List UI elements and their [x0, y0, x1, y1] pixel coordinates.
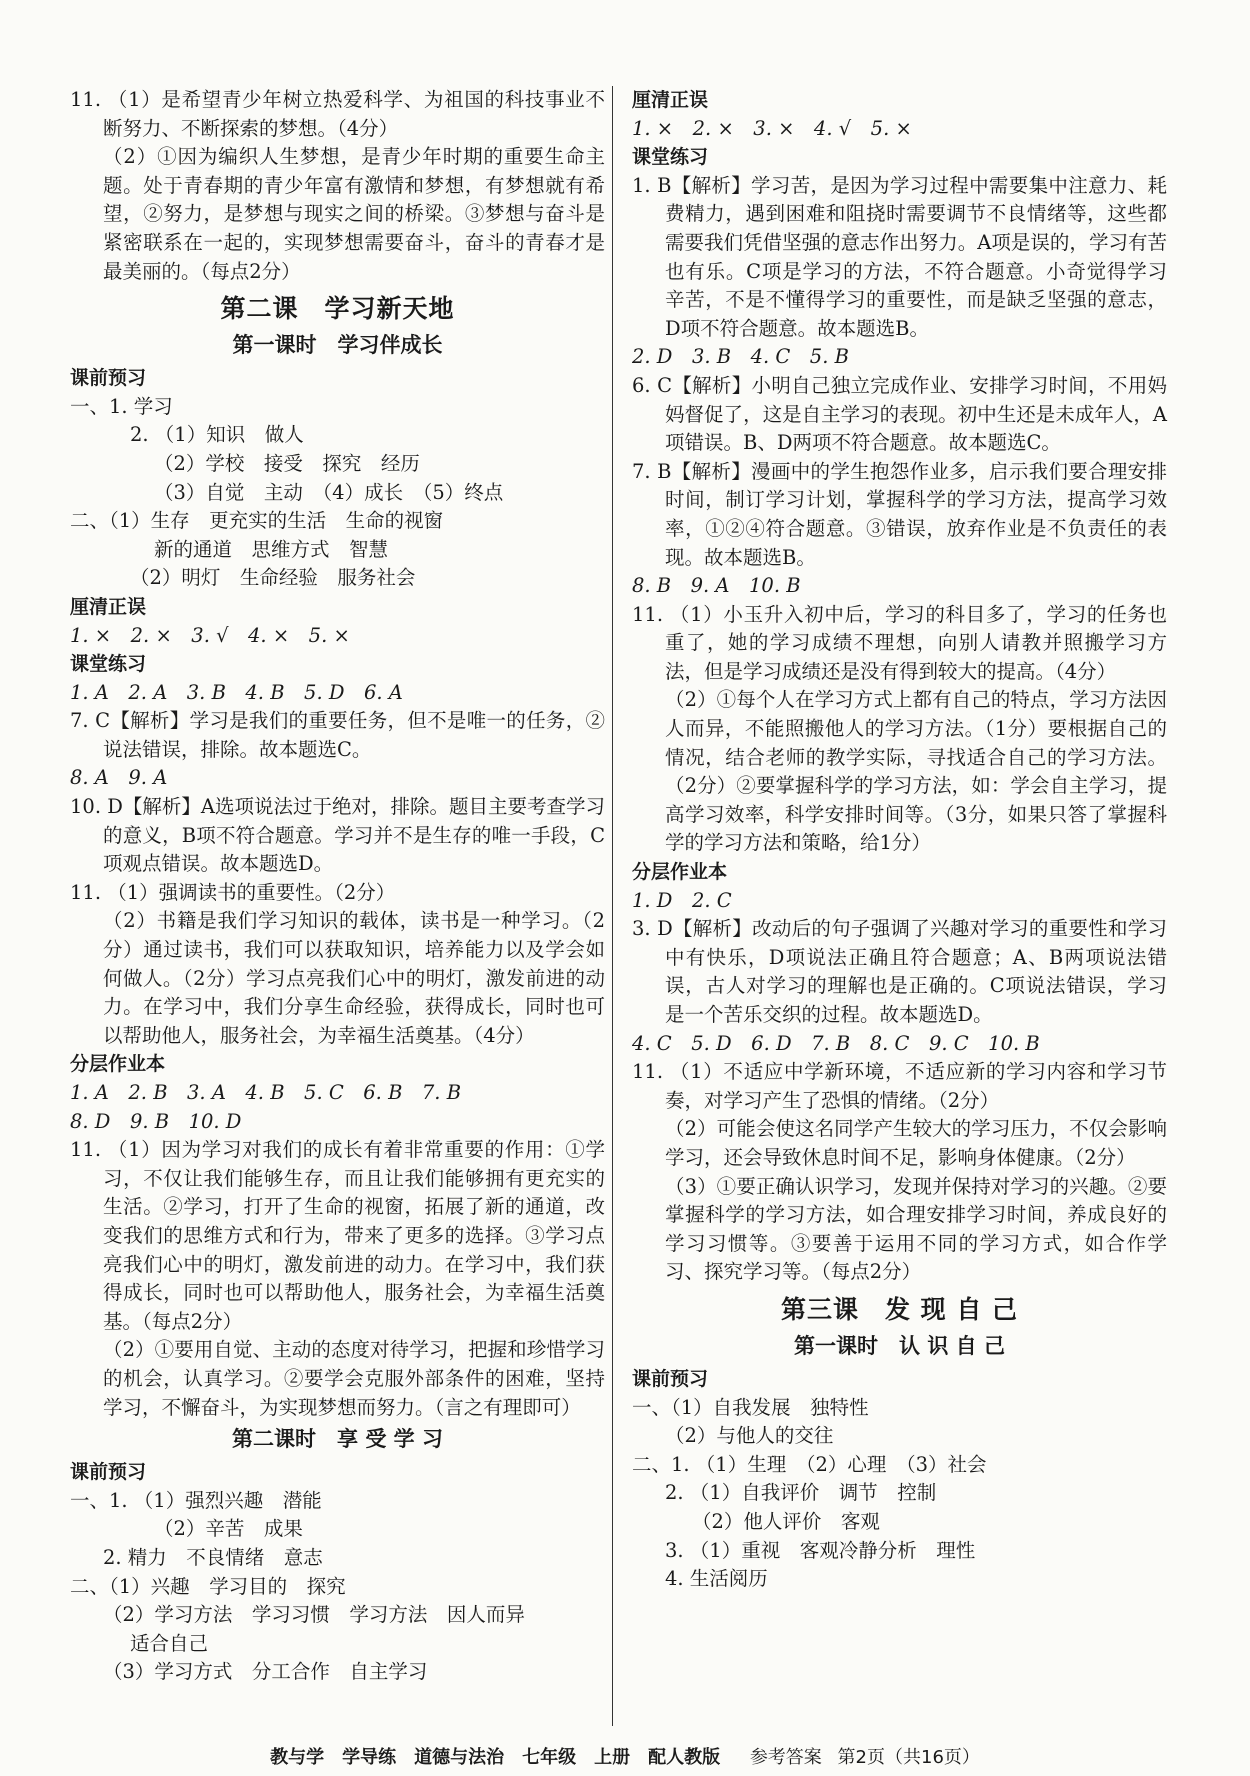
answer-line: 1. A 2. B 3. A 4. B 5. C 6. B 7. B	[70, 1081, 462, 1104]
answer-line: （2）①因为编织人生梦想，是青少年时期的重要生命主题。处于青春期的青少年富有激情和梦想，有梦想就有希望，②努力，是梦想与现实之间的桥梁。③梦想与奋斗是紧密联系在一起的，实现梦想需要奋斗，奋斗的青春才是最美丽的。（每点2分）	[103, 145, 605, 283]
left-column	[70, 86, 605, 1687]
answer-line: 10. D【解析】A选项说法过于绝对，排除。题目主要考查学习的意义，B项不符合题意。学习并不是生存的唯一手段，C项观点错误。故本题选D。	[70, 795, 605, 876]
answer-line: 3. D【解析】改动后的句子强调了兴趣对学习的重要性和学习中有快乐，D项说法正确且符合题意；A、B两项说法错误，古人对学习的理解也是正确的。C项说法错误，学习是一个苦乐交织的过程。故本题选D。	[632, 917, 1167, 1026]
answer-line: （3）①要正确认识学习，发现并保持对学习的兴趣。②要掌握科学的学习方法，如合理安排学习时间，养成良好的学习习惯等。③要善于运用不同的学习方式，如合作学习、探究学习等。（每点2分）	[665, 1174, 1167, 1284]
lesson-subtitle: 第一课时 学习伴成长	[232, 333, 443, 358]
answer-line: 11. （1）因为学习对我们的成长有着非常重要的作用：①学习，不仅让我们能够生存，而且让我们能够拥有更充实的生活。②学习，打开了生命的视窗，拓展了新的通道，改变我们的思维方式和行为，带来了更多的选择。③学习点亮我们心中的明灯，激发前进的动力。在学习中，我们获得成长，同时也可以帮助他人，服务社会，为幸福生活奠基。（每点2分）	[70, 1138, 605, 1333]
answer-line: （3）自觉 主动 （4）成长 （5）终点	[154, 480, 504, 504]
section-label: 课前预习	[632, 1367, 709, 1390]
lesson-subtitle: 第二课时 享 受 学 习	[232, 1427, 443, 1452]
answer-line: （2）他人评价 客观	[692, 1509, 880, 1533]
footer-page-number: 第2页（共16页）	[837, 1747, 980, 1768]
answer-line: 1. × 2. × 3. × 4. √ 5. ×	[632, 116, 912, 140]
answer-line: 11. （1）是希望青少年树立热爱科学、为祖国的科技事业不断努力、不断探索的梦想。（4分）	[70, 88, 605, 140]
answer-line: （2）可能会使这名同学产生较大的学习压力，不仅会影响学习，还会导致休息时间不足，影响身体健康。（2分）	[665, 1117, 1167, 1169]
answer-line: 3. （1）重视 客观冷静分析 理性	[665, 1538, 976, 1562]
answer-line: 4. 生活阅历	[665, 1567, 768, 1591]
lesson-title: 第二课 学习新天地	[220, 294, 455, 324]
answer-line: 7. C【解析】学习是我们的重要任务，但不是唯一的任务，②说法错误，排除。故本题选C。	[70, 709, 605, 761]
answer-line: （2）明灯 生命经验 服务社会	[130, 566, 416, 590]
section-label: 课堂练习	[70, 653, 147, 676]
section-label: 分层作业本	[70, 1053, 166, 1076]
answer-line: （2）①每个人在学习方式上都有自己的特点，学习方法因人而异，不能照搬他人的学习方法。（1分）要根据自己的情况，结合老师的教学实际，寻找适合自己的学习方法。（2分）②要掌握科学的学习方法，如：学会自主学习，提高学习效率，科学安排时间等。（3分，如果只答了掌握科学的学习方法和策略，给1分）	[665, 688, 1167, 855]
answer-line: （2）①要用自觉、主动的态度对待学习，把握和珍惜学习的机会，认真学习。②要学会克服外部条件的困难，坚持学习，不懈奋斗，为实现梦想而努力。（言之有理即可）	[103, 1338, 605, 1419]
page-footer	[0, 1743, 1250, 1769]
answer-line: 8. D 9. B 10. D	[70, 1109, 242, 1133]
answer-line: 1. A 2. A 3. B 4. B 5. D 6. A	[70, 680, 403, 704]
answer-line: （2）与他人的交往	[665, 1424, 834, 1448]
answer-line: 1. D 2. C	[632, 888, 732, 912]
answer-line: 二、（1）兴趣 学习目的 探究	[70, 1574, 346, 1598]
answer-line: 6. C【解析】小明自己独立完成作业、安排学习时间，不用妈妈督促了，这是自主学习的表现。初中生还是未成年人，A项错误。B、D两项不符合题意。故本题选C。	[632, 373, 1167, 455]
answer-line: 二、（1）生存 更充实的生活 生命的视窗	[70, 509, 444, 533]
answer-line: 8. B 9. A 10. B	[632, 574, 801, 598]
answer-line: 1. × 2. × 3. √ 4. × 5. ×	[70, 623, 350, 647]
section-label: 分层作业本	[632, 861, 728, 884]
answer-line: 一、（1）自我发展 独特性	[632, 1395, 869, 1419]
answer-line: （2）辛苦 成果	[154, 1517, 303, 1541]
lesson-title: 第三课 发 现 自 己	[780, 1294, 1019, 1324]
lesson-subtitle: 第一课时 认 识 自 己	[794, 1333, 1005, 1358]
answer-line: 一、1. （1）强烈兴趣 潜能	[70, 1488, 322, 1512]
answer-line: 7. B【解析】漫画中的学生抱怨作业多，启示我们要合理安排时间，制订学习计划，掌握科学的学习方法，提高学习效率，①②④符合题意。③错误，放弃作业是不负责任的表现。故本题选B。	[632, 459, 1167, 569]
section-label: 厘清正误	[632, 89, 709, 111]
right-column	[632, 86, 1167, 1594]
answer-line: （3）学习方式 分工合作 自主学习	[103, 1660, 428, 1684]
answer-line: 新的通道 思维方式 智慧	[154, 537, 389, 561]
answer-line: 1. B【解析】学习苦，是因为学习过程中需要集中注意力、耗费精力，遇到困难和阻挠时需要调节不良情绪等，这些都需要我们凭借坚强的意志作出努力。A项是误的，学习有苦也有乐。C项是学习的方法，不符合题意。小奇觉得学习辛苦，不是不懂得学习的重要性，而是缺乏坚强的意志，D项不符合题意。故本题选B。	[632, 173, 1167, 340]
answer-line: 2. D 3. B 4. C 5. B	[632, 345, 849, 369]
footer-section-label: 参考答案	[749, 1747, 822, 1768]
answer-line: 11. （1）强调读书的重要性。（2分）	[70, 880, 396, 904]
answer-line: 2. 精力 不良情绪 意志	[103, 1545, 323, 1569]
footer-book-title: 教与学 学导练 道德与法治 七年级 上册 配人教版	[270, 1747, 721, 1768]
answer-line: （2）学习方法 学习习惯 学习方法 因人而异	[103, 1603, 525, 1627]
answer-line: （2）学校 接受 探究 经历	[154, 451, 420, 475]
section-label: 课堂练习	[632, 146, 709, 169]
answer-line: 适合自己	[130, 1631, 209, 1655]
answer-line: 4. C 5. D 6. D 7. B 8. C 9. C 10. B	[632, 1031, 1040, 1055]
column-divider	[612, 86, 613, 1726]
answer-line: （2）书籍是我们学习知识的载体，读书是一种学习。（2分）通过读书，我们可以获取知识，培养能力以及学会如何做人。（2分）学习点亮我们心中的明灯，激发前进的动力。在学习中，我们分享生命经验，获得成长，同时也可以帮助他人，服务社会，为幸福生活奠基。（4分）	[103, 909, 605, 1047]
answer-line: 一、1. 学习	[70, 394, 173, 418]
answer-line: 8. A 9. A	[70, 766, 168, 790]
answer-line: 11. （1）不适应中学新环境，不适应新的学习内容和学习节奏，对学习产生了恐惧的情绪。（2分）	[632, 1060, 1167, 1112]
section-label: 课前预习	[70, 367, 147, 390]
answer-line: 11. （1）小玉升入初中后，学习的科目多了，学习的任务也重了，她的学习成绩不理想，向别人请教并照搬学习方法，但是学习成绩还是没有得到较大的提高。（4分）	[632, 602, 1167, 683]
section-label: 课前预习	[70, 1461, 147, 1484]
section-label: 厘清正误	[70, 595, 147, 618]
answer-line: 二、1. （1）生理 （2）心理 （3）社会	[632, 1452, 987, 1476]
answer-line: 2. （1）自我评价 调节 控制	[665, 1481, 937, 1505]
answer-line: 2. （1）知识 做人	[130, 423, 304, 447]
